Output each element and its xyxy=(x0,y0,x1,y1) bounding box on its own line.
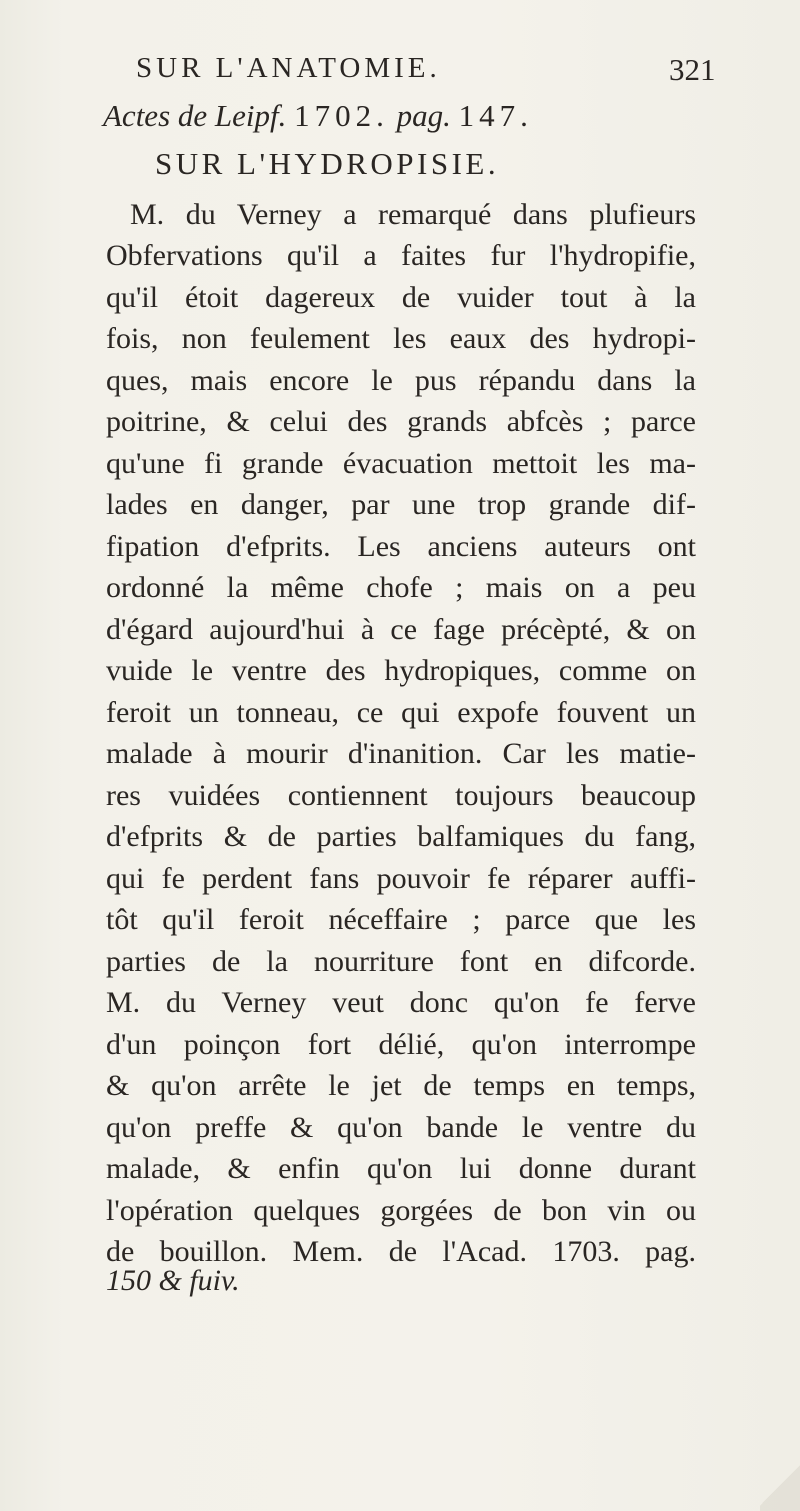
text-line: fipation d'efprits. Les anciens auteurs ont xyxy=(106,530,696,563)
text-line: tôt qu'il feroit néceffaire ; parce que les xyxy=(106,903,696,936)
text-line: Obfervations qu'il a faites fur l'hydropifie, xyxy=(106,239,696,272)
text-line: qu'on preffe & qu'on bande le ventre du xyxy=(106,1111,696,1144)
text-line: qu'il étoit dagereux de vuider tout à la xyxy=(106,281,696,314)
citation xyxy=(103,98,533,134)
text-line: ordonné la même chofe ; mais on a peu xyxy=(106,571,696,604)
running-head xyxy=(0,52,800,92)
text-line: lades en danger, par une trop grande dif- xyxy=(106,488,696,521)
text-line: M. du Verney veut donc qu'on fe ferve xyxy=(106,986,696,1019)
section-title: SUR L'HYDROPISIE. xyxy=(155,146,500,181)
text-line: d'égard aujourd'hui à ce fage précèpté, & on xyxy=(106,613,696,646)
text-line: ques, mais encore le pus répandu dans la xyxy=(106,364,696,397)
text-line-final: 150 & fuiv. xyxy=(106,1264,240,1297)
running-title: SUR L'ANATOMIE. xyxy=(136,52,441,84)
text-line: parties de la nourriture font en difcorde. xyxy=(106,945,696,978)
text-line: vuide le ventre des hydropiques, comme on xyxy=(106,654,696,687)
text-line: malade, & enfin qu'on lui donne durant xyxy=(106,1152,696,1185)
page-corner xyxy=(760,1460,800,1511)
text-line: M. du Verney a remarqué dans plufieurs xyxy=(130,198,696,231)
citation-source: Actes de Leipf. xyxy=(103,98,287,133)
text-line: & qu'on arrête le jet de temps en temps, xyxy=(106,1069,696,1102)
text-line: feroit un tonneau, ce qui expofe fouvent un xyxy=(106,696,696,729)
text-line: qu'une fi grande évacuation mettoit les ma- xyxy=(106,447,696,480)
text-line: res vuidées contiennent toujours beaucoup xyxy=(106,779,696,812)
text-line: poitrine, & celui des grands abfcès ; parce xyxy=(106,405,696,438)
citation-pag: pag. xyxy=(396,98,451,133)
text-line: d'efprits & de parties balfamiques du fang, xyxy=(106,820,696,853)
citation-year: 1702. xyxy=(294,98,389,133)
text-line: d'un poinçon fort délié, qu'on interrompe xyxy=(106,1028,696,1061)
text-line: fois, non feulement les eaux des hydropi- xyxy=(106,322,696,355)
text-line: de bouillon. Mem. de l'Acad. 1703. pag. xyxy=(106,1235,696,1268)
text-line: malade à mourir d'inanition. Car les matie- xyxy=(106,737,696,770)
text-line: qui fe perdent fans pouvoir fe réparer auffi- xyxy=(106,862,696,895)
text-line: l'opération quelques gorgées de bon vin ou xyxy=(106,1194,696,1227)
page-number: 321 xyxy=(669,52,716,87)
citation-page: 147. xyxy=(458,98,533,133)
